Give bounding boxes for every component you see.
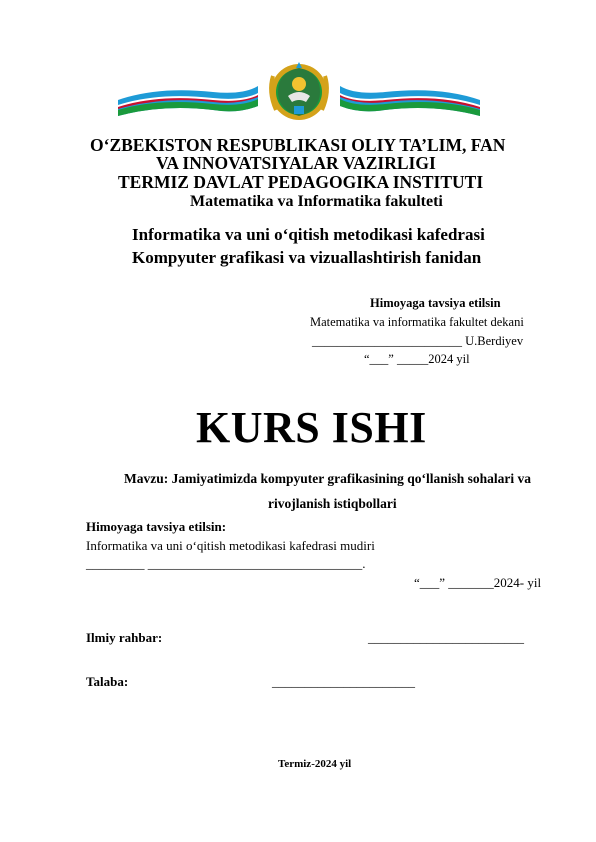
footer-place-year: Termiz-2024 yil [278,758,352,770]
dean-approval-title: Himoyaga tavsiya etilsin [370,296,501,310]
student-signature-line: ______________________ [272,674,415,689]
supervisor-signature-line: ________________________ [368,630,524,645]
right-flag-ribbon [340,86,480,116]
dean-signature-line: ________________________ U.Berdiyev [312,334,524,348]
head-date-line: “___” _______2024- yil [414,575,542,590]
subject-name: Kompyuter grafikasi va vizuallashtirish fanidan [132,248,482,267]
main-title: KURS ISHI [196,403,427,452]
dean-position: Matematika va informatika fakultet dekani [310,315,524,329]
topic-line-1: Mavzu: Jamiyatimizda kompyuter grafikasining qo‘llanish sohalari va [124,471,532,486]
faculty-name: Matematika va Informatika fakulteti [190,193,443,210]
uzbekistan-emblem-logo [118,62,480,122]
student-label: Talaba: [86,674,129,689]
department-name: Informatika va uni o‘qitish metodikasi kafedrasi [132,225,485,244]
state-emblem [271,62,327,120]
dean-date-line: “___” _____2024 yil [364,352,470,366]
topic-line-2: rivojlanish istiqbollari [268,496,397,511]
head-approval-title: Himoyaga tavsiya etilsin: [86,519,227,534]
supervisor-label: Ilmiy rahbar: [86,630,163,645]
institute-name: TERMIZ DAVLAT PEDAGOGIKA INSTITUTI [118,172,484,192]
ministry-line-1: O‘ZBEKISTON RESPUBLIKASI OLIY TA’LIM, FAN [90,135,506,155]
head-position: Informatika va uni o‘qitish metodikasi kafedrasi mudiri [86,538,375,553]
head-signature-line: _________ _________________________________. [86,556,366,571]
left-flag-ribbon [118,86,258,116]
ministry-line-2: VA INNOVATSIYALAR VAZIRLIGI [156,153,436,173]
